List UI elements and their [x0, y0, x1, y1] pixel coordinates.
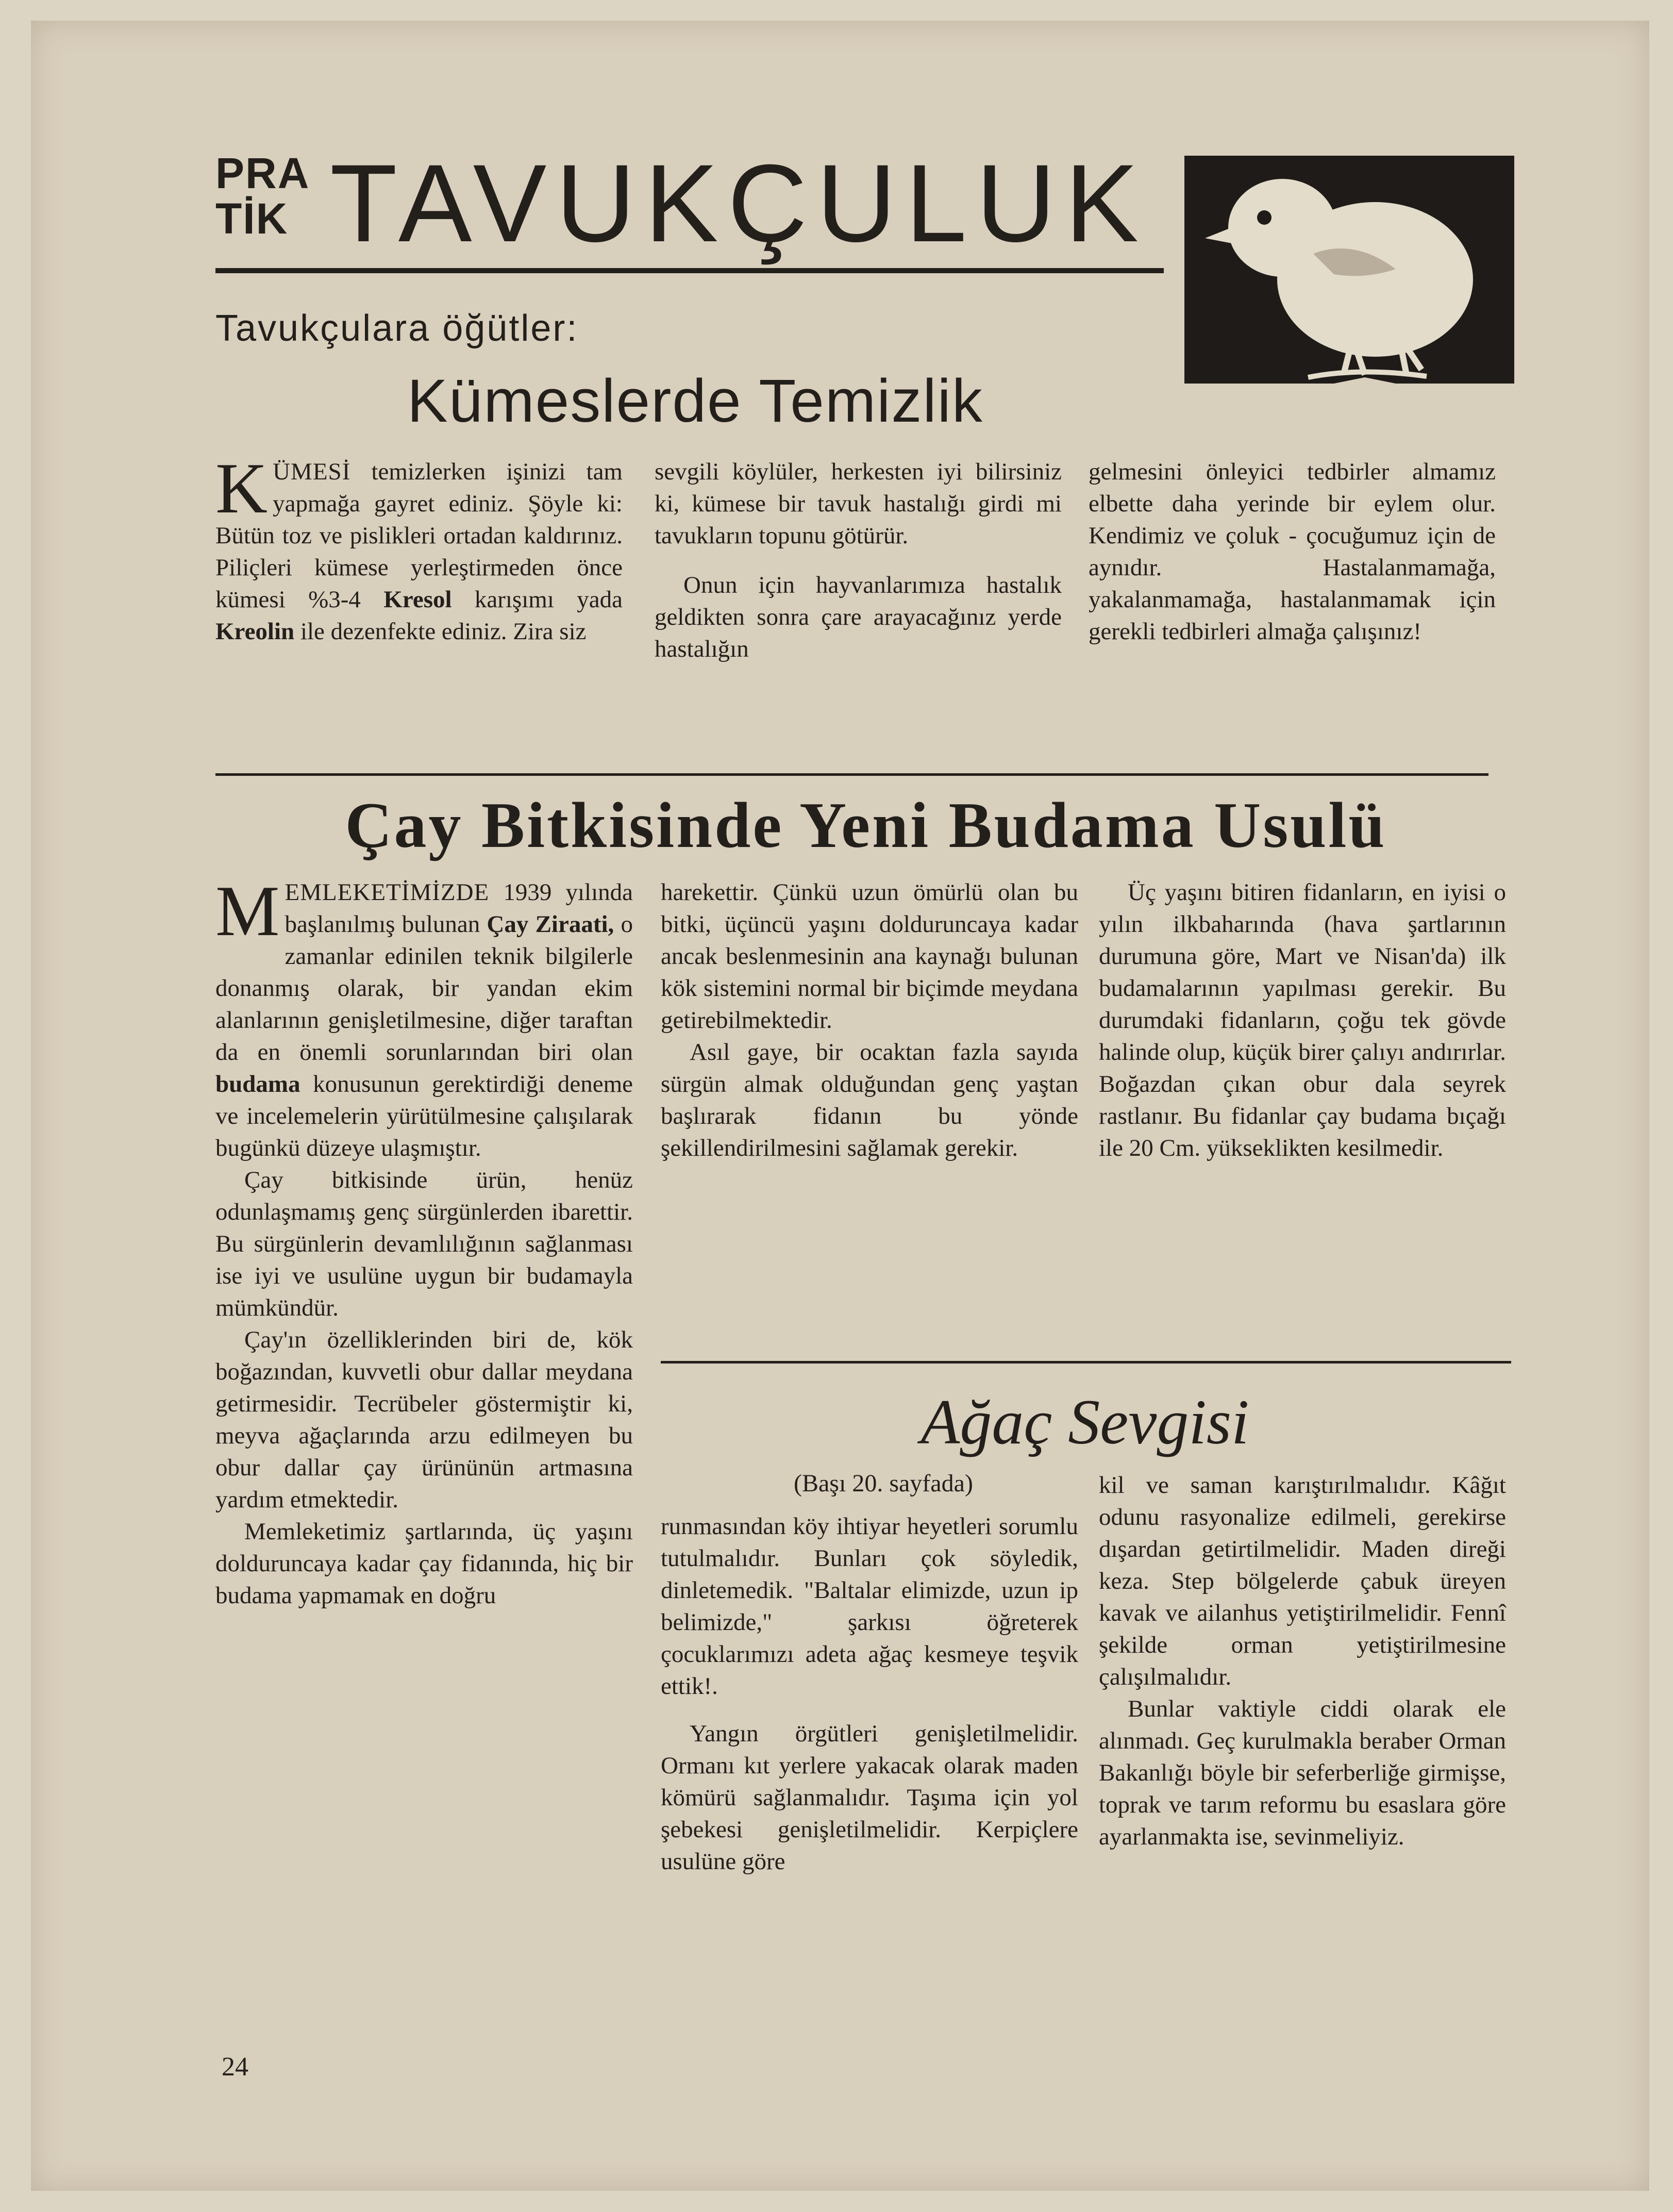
paragraph: runmasından köy ihtiyar heyetleri sorumlu tutulmalıdır. Bunları çok söyledik, dinletemedik. "Baltalar elimizde, uzun ip belimizde," şarkısı öğreterek çocuklarımızı adeta ağaç kesmeye teşvik ettik!.: [661, 1513, 1078, 1700]
paragraph: Onun için hayvanlarımıza hastalık geldikten sonra çare arayacağınız yerde hastalığın: [655, 572, 1062, 662]
article1-column2: [655, 456, 1062, 665]
article2-column2: [661, 876, 1078, 1164]
paragraph: harekettir. Çünkü uzun ömürlü olan bu bitki, üçüncü yaşını dolduruncaya kadar ancak beslenmesinin ana kaynağı bulunan kök sistemini normal bir biçimde meydana getirebilmektedir.: [661, 879, 1078, 1034]
paragraph: Memleketimiz şartlarında, üç yaşını dolduruncaya kadar çay fidanında, hiç bir budama yapmamak en doğru: [215, 1518, 633, 1609]
pratik-line2: TİK: [215, 194, 289, 243]
pratik-line1: PRA: [215, 149, 310, 197]
text: o zamanlar edinilen teknik bilgilerle donanmış olarak, bir yandan ekim alanlarının genişletilmesine, diğer taraftan da en önemli sorunlarından biri olan: [215, 911, 633, 1066]
header-rule: [215, 268, 1164, 273]
paragraph: gelmesini önleyici tedbirler almamız elbette daha yerinde bir eylem olur. Kendimiz ve çoluk - çocuğumuz için de aynıdır. Hastalanmamağa, yakalanmamağa, hastalanmamak için gerekli tedbirleri almağa çalışınız!: [1089, 458, 1496, 645]
article1-column3: [1089, 456, 1496, 647]
bold-term-budama: budama: [215, 1071, 300, 1097]
text: konusunun gerektirdiği deneme ve incelemelerin yürütülmesine çalışılarak bugünkü düzeye ulaşmıştır.: [215, 1071, 633, 1161]
paragraph: Üç yaşını bitiren fidanların, en iyisi o yılın ilkbaharında (hava şartlarının durumuna göre, Mart ve Nisan'da) ilk budamalarının yapılması gerekir. Bu durumdaki fidanların, çoğu tek gövde halinde olup, küçük birer çalıyı andırırlar. Boğazdan çıkan obur dala seyrek rastlanır. Bu fidanlar çay budama bıçağı ile 20 Cm. yükseklikten kesilmedir.: [1099, 879, 1506, 1161]
lead-word: ÜMESİ: [273, 458, 351, 485]
bold-term-kresol: Kresol: [383, 586, 452, 613]
article2-column3: [1099, 876, 1506, 1164]
article2-column1: [215, 871, 633, 1611]
paragraph: Çay'ın özelliklerinden biri de, kök boğazından, kuvvetli obur dallar meydana getirmesidir. Tecrübeler göstermiştir ki, meyva ağaçlarında arzu edilmeyen bu obur dallar çay ürününün artmasına yardım etmektedir.: [215, 1326, 633, 1513]
article3-column2: [661, 1510, 1078, 1877]
article1-bottom-rule: [215, 773, 1488, 776]
article1-column1: [215, 448, 623, 647]
paragraph: Bunlar vaktiyle ciddi olarak ele alınmadı. Geç kurulmakla beraber Orman Bakanlığı böyle bir seferberliğe girmişse, toprak ve tarım reformu bu esaslara göre ayarlanmakta ise, sevinmeliyiz.: [1099, 1695, 1506, 1850]
article-headline-agac: Ağaç Sevgisi: [921, 1387, 1249, 1457]
lead-word: EMLEKETİMİZDE: [285, 879, 490, 906]
article3-column3: [1099, 1469, 1506, 1853]
paragraph: Asıl gaye, bir ocaktan fazla sayıda sürgün almak olduğundan genç yaştan başlırarak fidanın bu yönde şekillendirilmesini sağlamak gerekir.: [661, 1039, 1078, 1161]
paragraph: kil ve saman karıştırılmalıdır. Kâğıt odunu rasyonalize edilmeli, gerekirse dışardan getirtilmelidir. Maden direği keza. Step bölgelerde çabuk üreyen kavak ve ailanhus yetiştirilmelidir. Fennî şekilde orman yetiştirilmesine çalışılmalıdır.: [1099, 1472, 1506, 1690]
article2-bottom-rule: [661, 1361, 1511, 1363]
text: temizlerken işinizi tam yapmağa gayret ediniz. Şöyle ki: Bütün toz ve pislikleri ortadan kaldırınız. Piliçleri kümese yerleştirmeden önce kümesi %3-4: [215, 458, 623, 613]
bold-term-cay-ziraati: Çay Ziraati,: [487, 911, 614, 938]
dropcap-m: M: [215, 871, 280, 951]
dropcap-k: K: [215, 448, 268, 528]
bold-term-kreolin: Kreolin: [215, 618, 295, 645]
article-headline-kumeslerde: Kümeslerde Temizlik: [407, 367, 983, 435]
text: karışımı yada: [451, 586, 623, 613]
section-subtitle: Tavukçulara öğütler:: [215, 308, 579, 349]
text: ile dezenfekte ediniz. Zira siz: [294, 618, 587, 645]
article-headline-cay: Çay Bitkisinde Yeni Budama Usulü: [345, 790, 1387, 861]
page-number: 24: [222, 2052, 248, 2082]
section-title: TAVUKÇULUK: [330, 142, 1148, 265]
paragraph: Yangın örgütleri genişletilmelidir. Ormanı kıt yerlere yakacak olarak maden kömürü sağlanmalıdır. Taşıma için yol şebekesi genişletilmelidir. Kerpiçlere usulüne göre: [661, 1720, 1078, 1875]
chick-illustration: [1179, 151, 1519, 389]
text: 1939 yılında başlanılmış bulunan: [285, 879, 633, 938]
pratik-label: [215, 149, 324, 243]
continuation-caption: (Başı 20. sayfada): [794, 1470, 973, 1497]
paragraph: sevgili köylüler, herkesten iyi bilirsiniz ki, kümese bir tavuk hastalığı girdi mi tavukların topunu götürür.: [655, 458, 1062, 549]
paragraph: Çay bitkisinde ürün, henüz odunlaşmamış genç sürgünlerden ibarettir. Bu sürgünlerin devamlılığının sağlanması ise iyi ve usulüne uygun bir budamayla mümkündür.: [215, 1167, 633, 1321]
